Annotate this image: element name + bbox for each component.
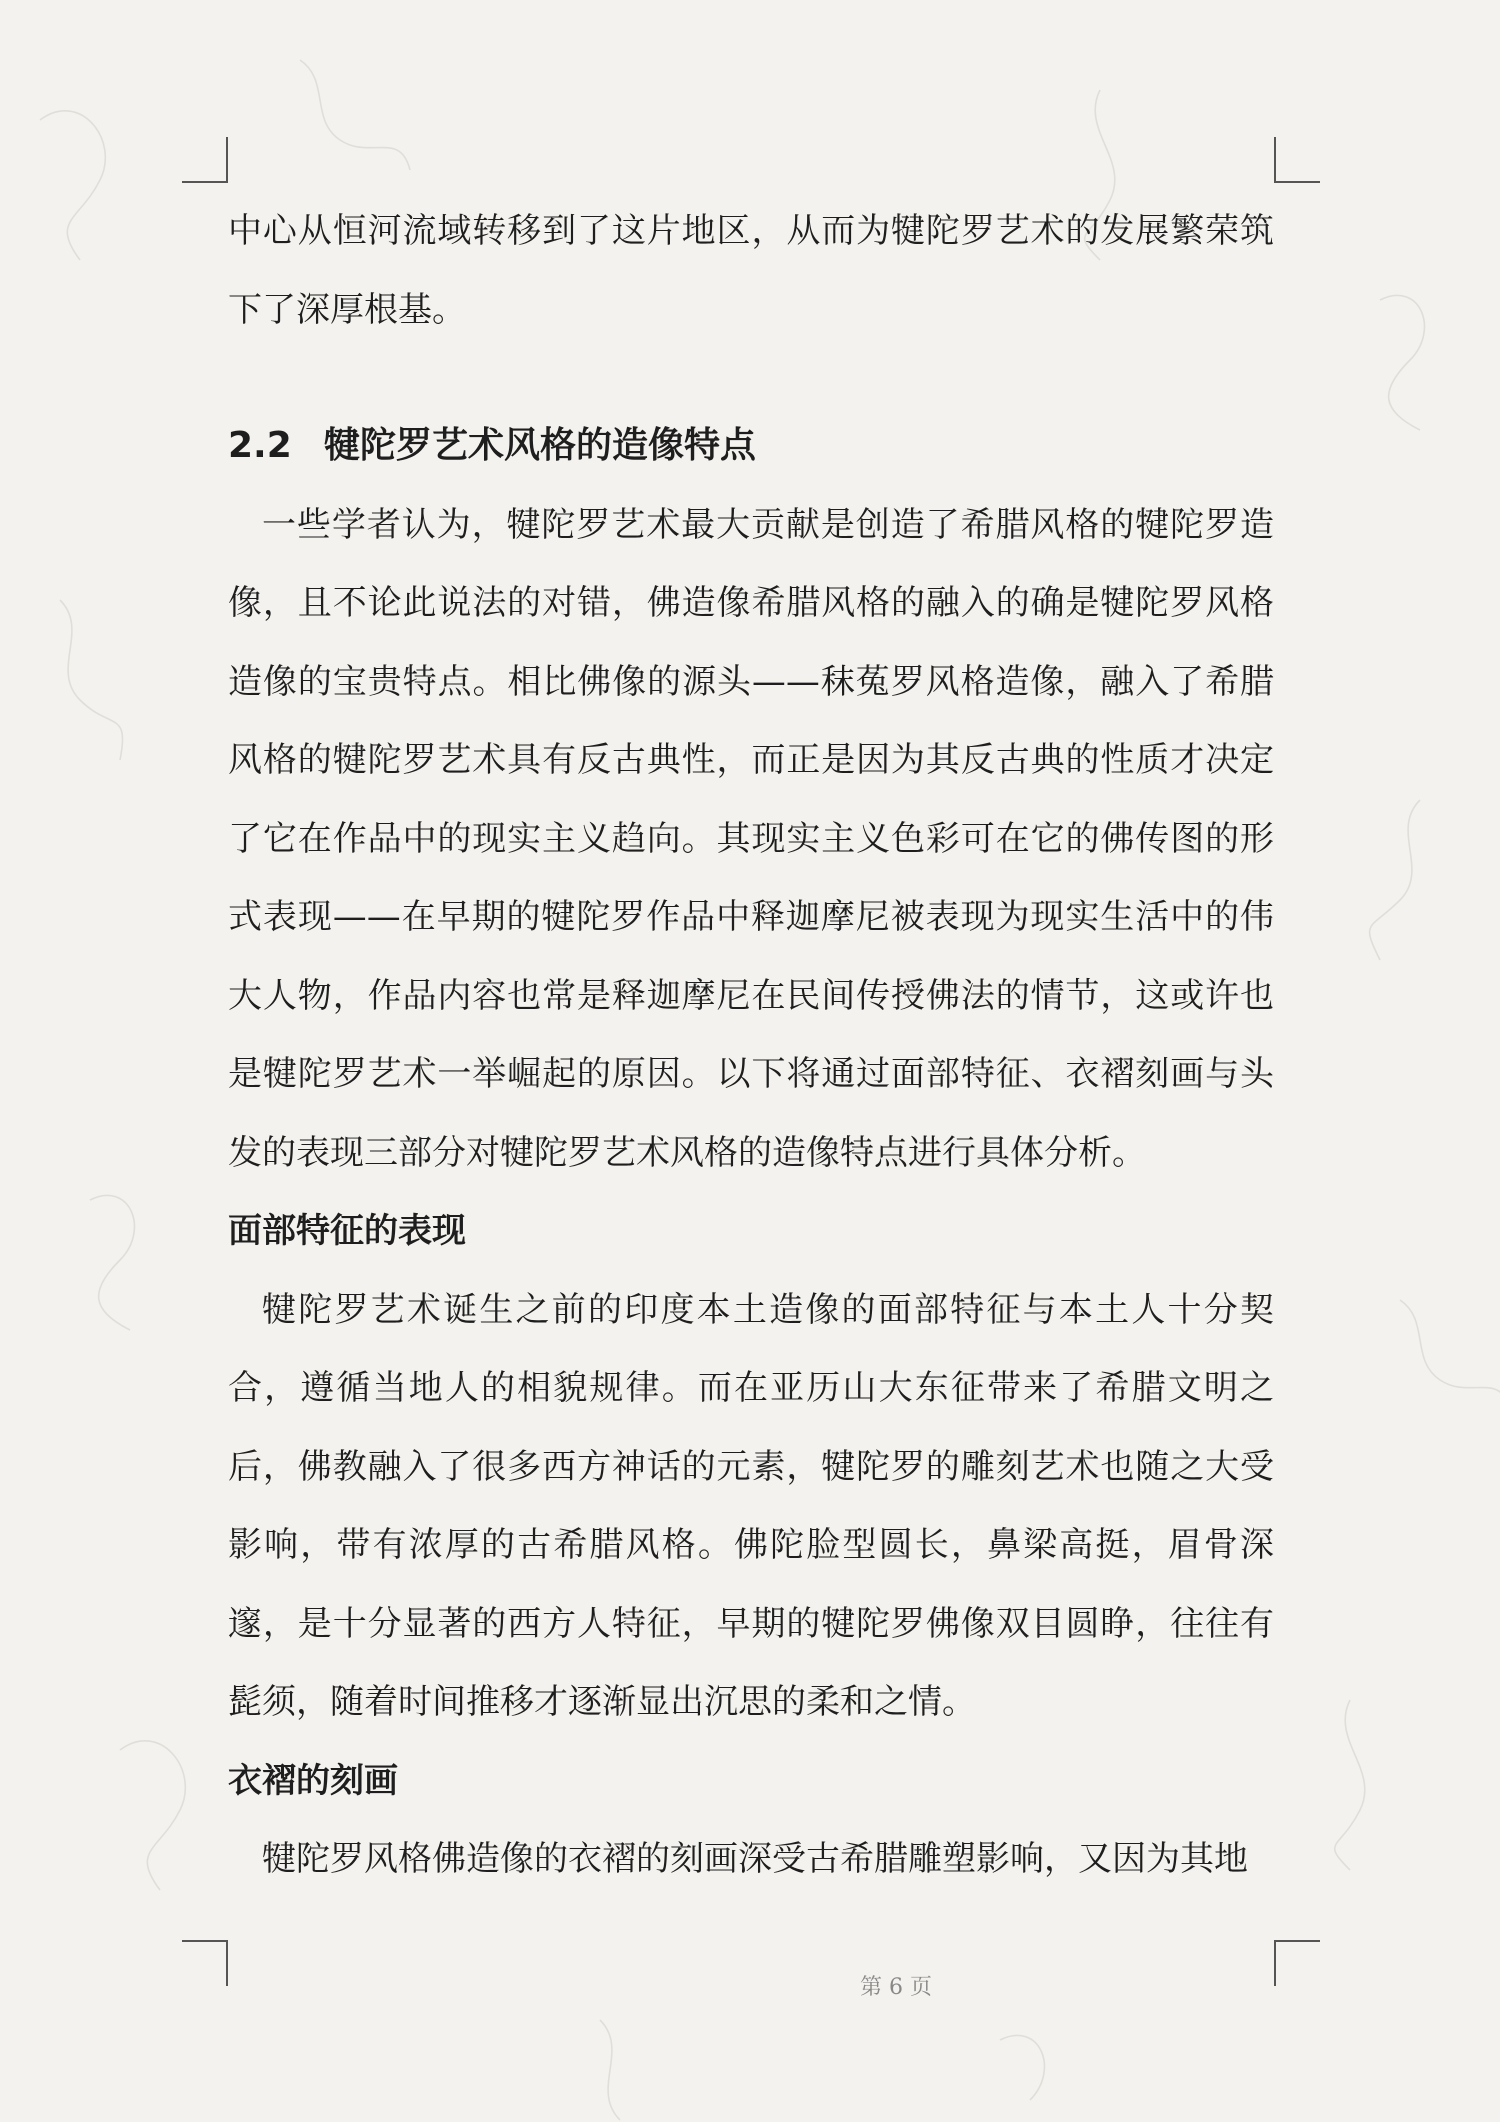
subheading-face: 面部特征的表现 [228,1211,466,1251]
crop-mark-top-left [182,137,228,183]
section-heading [228,407,1274,486]
paragraph-intro: 一些学者认为，犍陀罗艺术最大贡献是创造了希腊风格的犍陀罗造像，且不论此说法的对错，佛造像希腊风格的融入的确是犍陀罗风格造像的宝贵特点。相比佛像的源头——秣菟罗风格造像，融入了希腊风格的犍陀罗艺术具有反古典性，而正是因为其反古典的性质才决定了它在作品中的现实主义趋向。其现实主义色彩可在它的佛传图的形式表现——在早期的犍陀罗作品中释迦摩尼被表现为现实生活中的伟大人物，作品内容也常是释迦摩尼在民间传授佛法的情节，这或许也是犍陀罗艺术一举崛起的原因。以下将通过面部特征、衣褶刻画与头发的表现三部分对犍陀罗艺术风格的造像特点进行具体分析。 [228,504,1274,1173]
crop-mark-top-right [1274,137,1320,183]
section-number: 2.2 [228,425,292,466]
paragraph-face: 犍陀罗艺术诞生之前的印度本土造像的面部特征与本土人十分契合，遵循当地人的相貌规律。而在亚历山大东征带来了希腊文明之后，佛教融入了很多西方神话的元素，犍陀罗的雕刻艺术也随之大受影响，带有浓厚的古希腊风格。佛陀脸型圆长，鼻梁高挺，眉骨深邃，是十分显著的西方人特征，早期的犍陀罗佛像双目圆睁，往往有髭须，随着时间推移才逐渐显出沉思的柔和之情。 [228,1289,1274,1722]
page-body [228,192,1274,1899]
section-title: 犍陀罗艺术风格的造像特点 [324,425,757,466]
subheading-drapery: 衣褶的刻画 [228,1760,398,1801]
paragraph-continued: 中心从恒河流域转移到了这片地区，从而为犍陀罗艺术的发展繁荣筑下了深厚根基。 [228,211,1274,330]
paragraph-drapery: 犍陀罗风格佛造像的衣褶的刻画深受古希腊雕塑影响，又因为其地 [262,1839,1248,1879]
page-number: 第 6 页 [860,1975,932,2000]
